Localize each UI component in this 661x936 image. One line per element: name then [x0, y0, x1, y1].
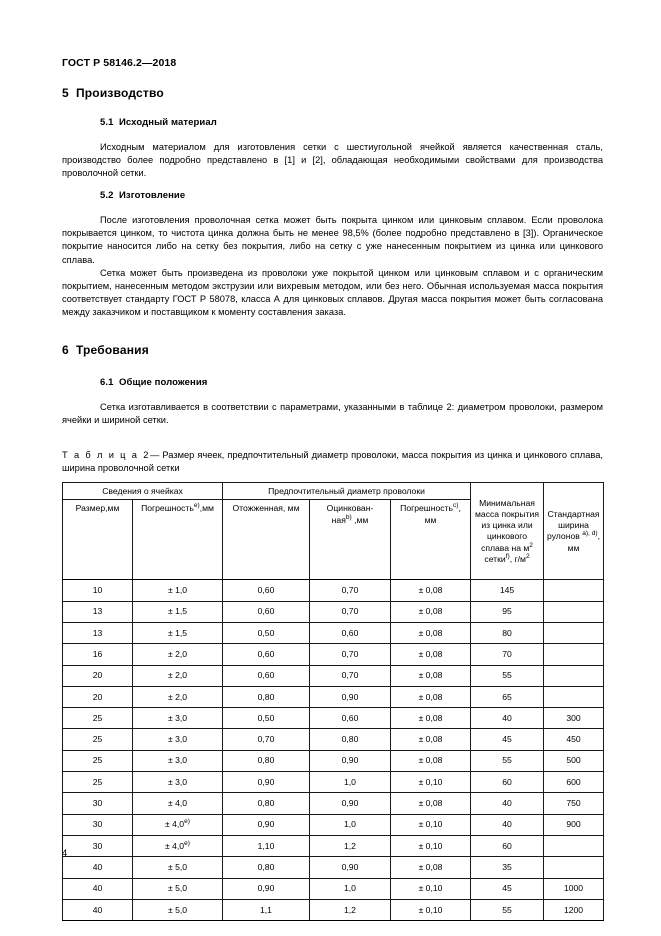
- cell-wire-tolerance: ± 0,08: [391, 601, 471, 622]
- cell-annealed: 0,50: [223, 708, 310, 729]
- table-caption-text: Размер ячеек, предпочтительный диаметр проволоки, масса покрытия из цинка и цинкового сплава, ширина проволочной сетки: [62, 450, 603, 473]
- table-row: [63, 835, 604, 856]
- cell-mesh-tolerance: ± 5,0: [133, 878, 223, 899]
- section-5-2-title: Изготовление: [119, 190, 186, 202]
- width-comma: ,: [597, 531, 600, 542]
- cell-wire-tolerance: ± 0,08: [391, 580, 471, 601]
- table-row: [63, 814, 604, 835]
- cell-annealed: 0,60: [223, 601, 310, 622]
- column-header-mesh-tolerance: [133, 500, 223, 580]
- table-group-header-row: [63, 483, 604, 500]
- cell-mesh-size: 25: [63, 708, 133, 729]
- cell-mesh-tolerance: ± 1,5: [133, 623, 223, 644]
- spacer: [62, 100, 603, 117]
- cell-standard-width: [544, 601, 604, 622]
- section-5-title: Производство: [75, 86, 164, 100]
- cell-standard-width: [544, 835, 604, 856]
- coating-sup-f: f): [505, 552, 510, 560]
- table-row: [63, 708, 604, 729]
- wire-tol-sup: c): [452, 502, 459, 510]
- cell-galvanized: 1,0: [310, 878, 391, 899]
- cell-coating-mass: 35: [471, 857, 544, 878]
- cell-wire-tolerance: ± 0,08: [391, 623, 471, 644]
- cell-mesh-size: 10: [63, 580, 133, 601]
- section-5-2-number: 5.2: [100, 190, 114, 202]
- wire-tol-line2: мм: [424, 514, 437, 525]
- cell-galvanized: 0,90: [310, 686, 391, 707]
- cell-mesh-size: 25: [63, 729, 133, 750]
- section-heading-6-1: [100, 377, 603, 388]
- cell-annealed: 0,80: [223, 857, 310, 878]
- cell-mesh-tolerance: ± $4,0^{e)}$: [133, 835, 223, 856]
- section-heading-6: [62, 343, 603, 357]
- cell-galvanized: 1,0: [310, 772, 391, 793]
- cell-coating-mass: 55: [471, 665, 544, 686]
- cell-annealed: 0,90: [223, 878, 310, 899]
- wire-tol-label: Погрешность: [400, 503, 453, 514]
- cell-wire-tolerance: ± 0,10: [391, 899, 471, 920]
- column-header-annealed: Отожженная, мм: [223, 500, 310, 580]
- cell-wire-tolerance: ± 0,08: [391, 793, 471, 814]
- cell-galvanized: 0,70: [310, 580, 391, 601]
- section-6-1-number: 6.1: [100, 377, 114, 389]
- mesh-tol-sup: e): [193, 502, 200, 510]
- table-caption-dash: —: [149, 450, 160, 461]
- spacer: [62, 319, 603, 343]
- cell-wire-tolerance: ± 0,08: [391, 857, 471, 878]
- table-row: [63, 623, 604, 644]
- paragraph-5-2-2: Сетка может быть произведена из проволоки уже покрытой цинком или цинковым сплавом и с органическим покрытием, нанесенным методом экструзии или вихревым методом, или без него. Обычная используемая масса покрытия соответствует стандарту ГОСТ Р 58078, класса А для цинковых сплавов. Другая масса покрытия может быть согласована между заказчиком и поставщиком к моменту составления заказа.: [62, 267, 603, 317]
- coating-sup-gm2: 2: [525, 552, 530, 560]
- cell-annealed: 0,60: [223, 644, 310, 665]
- cell-mesh-size: 13: [63, 623, 133, 644]
- table-row: [63, 899, 604, 920]
- cell-standard-width: 300: [544, 708, 604, 729]
- cell-annealed: 0,90: [223, 814, 310, 835]
- cell-mesh-tolerance: ± 1,5: [133, 601, 223, 622]
- cell-standard-width: [544, 857, 604, 878]
- section-5-1-title: Исходный материал: [119, 117, 217, 128]
- cell-galvanized: 0,70: [310, 644, 391, 665]
- document-content: [62, 86, 603, 921]
- coating-line-2: масса покрытия: [475, 509, 539, 519]
- column-header-wire-tolerance: [391, 500, 471, 580]
- cell-coating-mass: 145: [471, 580, 544, 601]
- cell-coating-mass: 60: [471, 772, 544, 793]
- column-header-coating-mass: [471, 483, 544, 580]
- paragraph-6-1-1: Сетка изготавливается в соответствии с параметрами, указанными в таблице 2: диаметром проволоки, размером ячейки и шириной сетки.: [62, 402, 603, 426]
- cell-standard-width: [544, 686, 604, 707]
- cell-wire-tolerance: ± 0,08: [391, 708, 471, 729]
- cell-standard-width: 500: [544, 750, 604, 771]
- cell-wire-tolerance: ± 0,08: [391, 750, 471, 771]
- paragraph-5-2-1: После изготовления проволочная сетка может быть покрыта цинком или цинковым сплавом. Если проволока покрывается цинком, то чистота цинка должна быть не менее 98,5% (более подробно представлено в [3]). Органическое покрытие наносится либо на сетку без покрытия, либо на сетку с уже нанесенным покрытием из цинка или цинкового сплава.: [62, 215, 603, 265]
- cell-coating-mass: 55: [471, 899, 544, 920]
- cell-wire-tolerance: ± 0,08: [391, 644, 471, 665]
- paragraph-5-1-1: Исходным материалом для изготовления сетки с шестиугольной ячейкой является качественная сталь, производство более подробно представлено в [1] и [2], обладающая необходимыми свойствами для производства проволочной сетки.: [62, 142, 603, 179]
- width-sup: a), d): [582, 530, 598, 538]
- cell-mesh-tolerance: ± 5,0: [133, 857, 223, 878]
- cell-mesh-tolerance-sup: e): [184, 818, 190, 826]
- section-6-number: 6: [62, 343, 69, 358]
- group-header-wire-diameter: Предпочтительный диаметр проволоки: [223, 483, 471, 500]
- cell-mesh-size: 25: [63, 750, 133, 771]
- coating-line-6: сетки: [484, 553, 506, 564]
- cell-wire-tolerance: ± 0,10: [391, 814, 471, 835]
- cell-mesh-size: 16: [63, 644, 133, 665]
- cell-galvanized: 0,90: [310, 750, 391, 771]
- section-heading-5: [62, 86, 603, 100]
- spacer: [62, 201, 603, 214]
- cell-mesh-size: 30: [63, 793, 133, 814]
- table-head: [63, 483, 604, 580]
- table-label: Т а б л и ц а 2: [62, 450, 150, 461]
- cell-coating-mass: 60: [471, 835, 544, 856]
- cell-standard-width: [544, 623, 604, 644]
- cell-annealed: 0,70: [223, 729, 310, 750]
- coating-sup-m2: 2: [529, 541, 533, 549]
- cell-mesh-size: 25: [63, 772, 133, 793]
- cell-mesh-tolerance: ± 3,0: [133, 708, 223, 729]
- galv-label-line2: ная: [331, 514, 346, 525]
- cell-mesh-tolerance: ± 2,0: [133, 644, 223, 665]
- column-header-mesh-size: Размер,мм: [63, 500, 133, 580]
- table-row: [63, 601, 604, 622]
- cell-mesh-tolerance: ± $4,0^{e)}$: [133, 814, 223, 835]
- cell-galvanized: 1,2: [310, 899, 391, 920]
- table-body: [63, 580, 604, 921]
- galv-sup: b): [345, 513, 352, 521]
- cell-standard-width: 900: [544, 814, 604, 835]
- coating-line-4: цинкового: [486, 531, 528, 542]
- cell-wire-tolerance: ± 0,10: [391, 835, 471, 856]
- cell-standard-width: 450: [544, 729, 604, 750]
- table-row: [63, 729, 604, 750]
- wire-tol-suffix: ,: [458, 503, 461, 514]
- page-number: 4: [62, 848, 68, 858]
- cell-coating-mass: 95: [471, 601, 544, 622]
- cell-galvanized: 0,70: [310, 601, 391, 622]
- cell-mesh-tolerance: ± 5,0: [133, 899, 223, 920]
- cell-coating-mass: 80: [471, 623, 544, 644]
- table-row: [63, 793, 604, 814]
- cell-mesh-size: 40: [63, 857, 133, 878]
- cell-annealed: 1,10: [223, 835, 310, 856]
- mesh-tol-suffix: ,мм: [199, 503, 214, 514]
- cell-wire-tolerance: ± 0,08: [391, 686, 471, 707]
- section-5-number: 5: [62, 86, 69, 100]
- cell-annealed: 0,60: [223, 580, 310, 601]
- table-row: [63, 644, 604, 665]
- cell-coating-mass: 70: [471, 644, 544, 665]
- table-2: [62, 482, 604, 921]
- section-6-1-title: Общие положения: [119, 377, 208, 389]
- cell-annealed: 0,80: [223, 793, 310, 814]
- width-line-1: Стандартная: [547, 509, 600, 519]
- table-row: [63, 772, 604, 793]
- table-row: [63, 878, 604, 899]
- section-heading-5-1: [100, 117, 603, 128]
- group-header-mesh: Сведения о ячейках: [63, 483, 223, 500]
- cell-galvanized: 0,60: [310, 708, 391, 729]
- cell-coating-mass: 45: [471, 729, 544, 750]
- cell-coating-mass: 40: [471, 793, 544, 814]
- width-line-4: мм: [567, 542, 580, 553]
- width-line-2: ширина: [558, 520, 589, 531]
- spacer: [62, 357, 603, 377]
- width-line-3: рулонов: [547, 531, 580, 542]
- cell-annealed: 0,80: [223, 750, 310, 771]
- cell-mesh-size: 40: [63, 878, 133, 899]
- mesh-tol-label: Погрешность: [141, 503, 194, 514]
- cell-mesh-size: 20: [63, 665, 133, 686]
- cell-annealed: 0,50: [223, 623, 310, 644]
- galv-suffix: ,мм: [351, 514, 369, 525]
- cell-coating-mass: 40: [471, 708, 544, 729]
- table-row: [63, 686, 604, 707]
- table-row: [63, 857, 604, 878]
- section-6-title: Требования: [75, 343, 149, 358]
- coating-line-3: из цинка или: [481, 520, 533, 531]
- cell-galvanized: 0,70: [310, 665, 391, 686]
- cell-galvanized: 1,2: [310, 835, 391, 856]
- cell-annealed: 0,60: [223, 665, 310, 686]
- document-header: ГОСТ Р 58146.2—2018: [62, 57, 177, 69]
- cell-wire-tolerance: ± 0,10: [391, 878, 471, 899]
- cell-wire-tolerance: ± 0,10: [391, 772, 471, 793]
- cell-mesh-tolerance: ± 3,0: [133, 729, 223, 750]
- column-header-standard-width: [544, 483, 604, 580]
- table-caption: [62, 449, 603, 474]
- cell-mesh-tolerance-sup: e): [184, 839, 190, 847]
- cell-mesh-tolerance: ± 1,0: [133, 580, 223, 601]
- cell-standard-width: 600: [544, 772, 604, 793]
- cell-mesh-size: 30: [63, 814, 133, 835]
- cell-standard-width: [544, 665, 604, 686]
- cell-mesh-size: 20: [63, 686, 133, 707]
- cell-standard-width: 750: [544, 793, 604, 814]
- column-header-galvanized: [310, 500, 391, 580]
- cell-mesh-size: 13: [63, 601, 133, 622]
- cell-annealed: 0,90: [223, 772, 310, 793]
- coating-line-5: сплава на м: [481, 542, 530, 553]
- cell-mesh-tolerance: ± 3,0: [133, 772, 223, 793]
- cell-mesh-size: 40: [63, 899, 133, 920]
- cell-annealed: 0,80: [223, 686, 310, 707]
- cell-standard-width: [544, 644, 604, 665]
- galv-label-line1: Оцинкован-: [326, 503, 374, 514]
- spacer: [62, 128, 603, 141]
- cell-coating-mass: 65: [471, 686, 544, 707]
- cell-annealed: 1,1: [223, 899, 310, 920]
- cell-galvanized: 0,90: [310, 793, 391, 814]
- cell-wire-tolerance: ± 0,08: [391, 665, 471, 686]
- table-row: [63, 665, 604, 686]
- cell-standard-width: 1200: [544, 899, 604, 920]
- cell-wire-tolerance: ± 0,08: [391, 729, 471, 750]
- cell-galvanized: 0,80: [310, 729, 391, 750]
- cell-mesh-size: 30: [63, 835, 133, 856]
- cell-standard-width: 1000: [544, 878, 604, 899]
- cell-mesh-tolerance: ± 4,0: [133, 793, 223, 814]
- section-heading-5-2: [100, 190, 603, 201]
- spacer: [62, 180, 603, 190]
- spacer: [62, 427, 603, 449]
- table-row: [63, 580, 604, 601]
- cell-mesh-tolerance: ± 2,0: [133, 665, 223, 686]
- cell-mesh-tolerance: ± 2,0: [133, 686, 223, 707]
- table-row: [63, 750, 604, 771]
- cell-galvanized: 1,0: [310, 814, 391, 835]
- cell-standard-width: [544, 580, 604, 601]
- cell-galvanized: 0,60: [310, 623, 391, 644]
- cell-coating-mass: 45: [471, 878, 544, 899]
- spacer: [62, 388, 603, 401]
- coating-line-1: Минимальная: [479, 497, 535, 508]
- section-5-1-number: 5.1: [100, 117, 114, 128]
- cell-galvanized: 0,90: [310, 857, 391, 878]
- cell-coating-mass: 55: [471, 750, 544, 771]
- cell-mesh-tolerance: ± 3,0: [133, 750, 223, 771]
- coating-line-6b: , г/м: [509, 553, 526, 564]
- cell-coating-mass: 40: [471, 814, 544, 835]
